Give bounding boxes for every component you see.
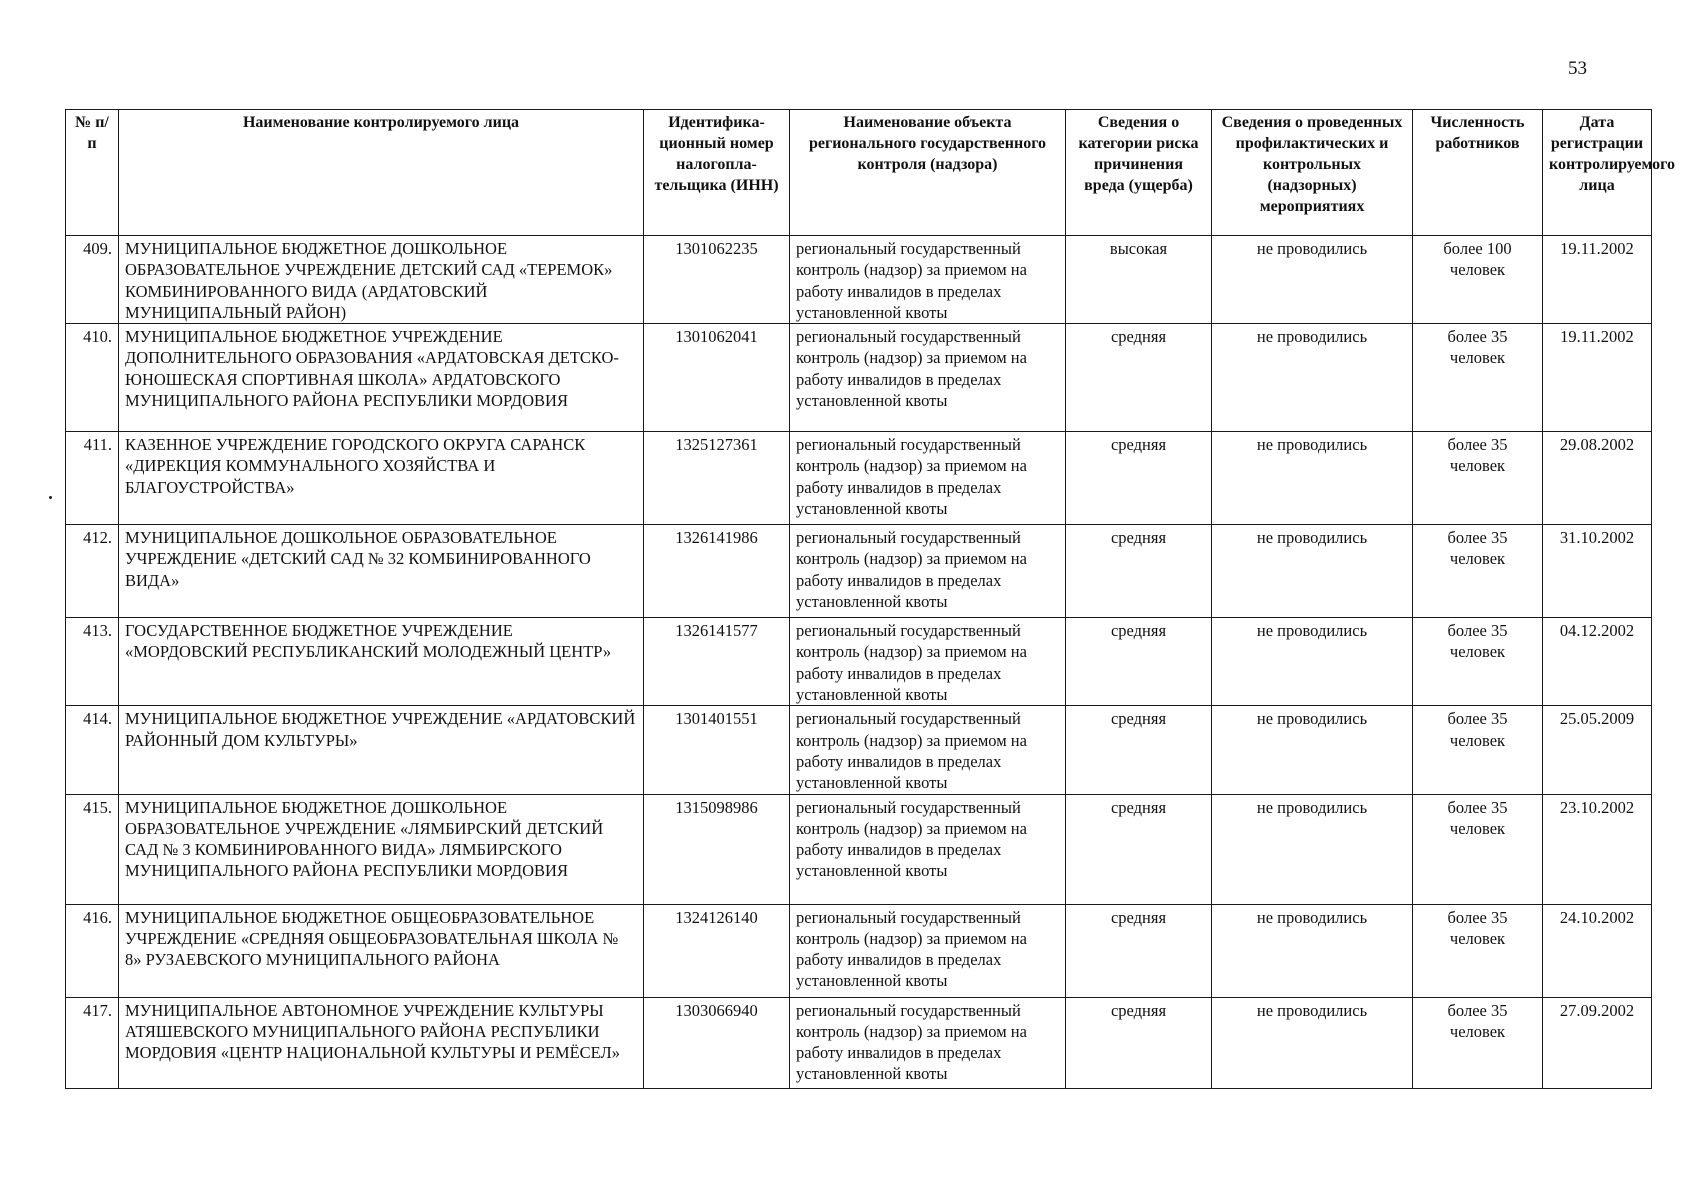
entity-name: МУНИЦИПАЛЬНОЕ БЮДЖЕТНОЕ УЧРЕЖДЕНИЕ «АРДАТОВСКИЙ РАЙОННЫЙ ДОМ КУЛЬТУРЫ» [119,706,644,794]
header-date: Дата регистрации контролируемого лица [1543,110,1652,236]
control-object: региональный государственный контроль (надзор) за приемом на работу инвалидов в пределах установленной квоты [790,432,1066,525]
header-inn: Идентифика-ционный номер налогопла-тельщика (ИНН) [644,110,790,236]
control-object: региональный государственный контроль (надзор) за приемом на работу инвалидов в пределах установленной квоты [790,618,1066,706]
table-row [66,997,1652,1088]
control-object: региональный государственный контроль (надзор) за приемом на работу инвалидов в пределах установленной квоты [790,324,1066,432]
table-row [66,432,1652,525]
entity-name: КАЗЕННОЕ УЧРЕЖДЕНИЕ ГОРОДСКОГО ОКРУГА САРАНСК «ДИРЕКЦИЯ КОММУНАЛЬНОГО ХОЗЯЙСТВА И БЛАГОУСТРОЙСТВА» [119,432,644,525]
control-object: региональный государственный контроль (надзор) за приемом на работу инвалидов в пределах установленной квоты [790,997,1066,1088]
table-row [66,324,1652,432]
control-events: не проводились [1212,706,1413,794]
entity-name: МУНИЦИПАЛЬНОЕ БЮДЖЕТНОЕ ДОШКОЛЬНОЕ ОБРАЗОВАТЕЛЬНОЕ УЧРЕЖДЕНИЕ ДЕТСКИЙ САД «ТЕРЕМОК» КОМБИНИРОВАННОГО ВИДА (АРДАТОВСКИЙ МУНИЦИПАЛЬНЫЙ РАЙОН) [119,236,644,324]
registration-date: 25.05.2009 [1543,706,1652,794]
control-events: не проводились [1212,236,1413,324]
registration-date: 29.08.2002 [1543,432,1652,525]
control-events: не проводились [1212,904,1413,997]
entity-inn: 1315098986 [644,794,790,904]
header-object: Наименование объекта регионального государственного контроля (надзора) [790,110,1066,236]
header-events: Сведения о проведенных профилактических и контрольных (надзорных) мероприятиях [1212,110,1413,236]
risk-category: средняя [1066,706,1212,794]
entity-inn: 1324126140 [644,904,790,997]
header-staff: Численность работников [1413,110,1543,236]
row-number: 411. [66,432,119,525]
staff-count: более 35 человек [1413,525,1543,618]
staff-count: более 35 человек [1413,618,1543,706]
staff-count: более 35 человек [1413,706,1543,794]
entity-inn: 1326141986 [644,525,790,618]
control-object: региональный государственный контроль (надзор) за приемом на работу инвалидов в пределах установленной квоты [790,525,1066,618]
staff-count: более 35 человек [1413,794,1543,904]
table-row [66,706,1652,794]
page-number: 53 [1568,58,1587,79]
staff-count: более 35 человек [1413,324,1543,432]
header-name: Наименование контролируемого лица [119,110,644,236]
table-row [66,525,1652,618]
table-header-row [66,110,1652,236]
table-row [66,794,1652,904]
risk-category: средняя [1066,794,1212,904]
staff-count: более 35 человек [1413,904,1543,997]
registration-date: 19.11.2002 [1543,324,1652,432]
scan-speck [49,496,52,499]
control-events: не проводились [1212,525,1413,618]
controlled-entities-table [65,109,1676,1089]
entity-inn: 1301062235 [644,236,790,324]
staff-count: более 35 человек [1413,997,1543,1088]
risk-category: высокая [1066,236,1212,324]
entity-inn: 1303066940 [644,997,790,1088]
staff-count: более 100 человек [1413,236,1543,324]
entity-name: МУНИЦИПАЛЬНОЕ БЮДЖЕТНОЕ ДОШКОЛЬНОЕ ОБРАЗОВАТЕЛЬНОЕ УЧРЕЖДЕНИЕ «ЛЯМБИРСКИЙ ДЕТСКИЙ САД № 3 КОМБИНИРОВАННОГО ВИДА» ЛЯМБИРСКОГО МУНИЦИПАЛЬНОГО РАЙОНА РЕСПУБЛИКИ МОРДОВИЯ [119,794,644,904]
control-object: региональный государственный контроль (надзор) за приемом на работу инвалидов в пределах установленной квоты [790,236,1066,324]
risk-category: средняя [1066,432,1212,525]
entity-inn: 1301062041 [644,324,790,432]
risk-category: средняя [1066,997,1212,1088]
entity-name: МУНИЦИПАЛЬНОЕ БЮДЖЕТНОЕ ОБЩЕОБРАЗОВАТЕЛЬНОЕ УЧРЕЖДЕНИЕ «СРЕДНЯЯ ОБЩЕОБРАЗОВАТЕЛЬНАЯ ШКОЛА № 8» РУЗАЕВСКОГО МУНИЦИПАЛЬНОГО РАЙОНА [119,904,644,997]
control-object: региональный государственный контроль (надзор) за приемом на работу инвалидов в пределах установленной квоты [790,706,1066,794]
registration-date: 19.11.2002 [1543,236,1652,324]
entity-name: ГОСУДАРСТВЕННОЕ БЮДЖЕТНОЕ УЧРЕЖДЕНИЕ «МОРДОВСКИЙ РЕСПУБЛИКАНСКИЙ МОЛОДЕЖНЫЙ ЦЕНТР» [119,618,644,706]
control-events: не проводились [1212,618,1413,706]
staff-count: более 35 человек [1413,432,1543,525]
table-row [66,618,1652,706]
registration-date: 23.10.2002 [1543,794,1652,904]
risk-category: средняя [1066,618,1212,706]
row-number: 415. [66,794,119,904]
registration-date: 31.10.2002 [1543,525,1652,618]
control-object: региональный государственный контроль (надзор) за приемом на работу инвалидов в пределах установленной квоты [790,794,1066,904]
header-risk: Сведения о категории риска причинения вреда (ущерба) [1066,110,1212,236]
entity-name: МУНИЦИПАЛЬНОЕ АВТОНОМНОЕ УЧРЕЖДЕНИЕ КУЛЬТУРЫ АТЯШЕВСКОГО МУНИЦИПАЛЬНОГО РАЙОНА РЕСПУБЛИКИ МОРДОВИЯ «ЦЕНТР НАЦИОНАЛЬНОЙ КУЛЬТУРЫ И РЕМЁСЕЛ» [119,997,644,1088]
control-events: не проводились [1212,324,1413,432]
entity-inn: 1301401551 [644,706,790,794]
row-number: 413. [66,618,119,706]
row-number: 416. [66,904,119,997]
risk-category: средняя [1066,525,1212,618]
registration-date: 24.10.2002 [1543,904,1652,997]
row-number: 409. [66,236,119,324]
registration-date: 27.09.2002 [1543,997,1652,1088]
row-number: 412. [66,525,119,618]
header-num: № п/п [66,110,119,236]
entity-inn: 1326141577 [644,618,790,706]
entity-name: МУНИЦИПАЛЬНОЕ БЮДЖЕТНОЕ УЧРЕЖДЕНИЕ ДОПОЛНИТЕЛЬНОГО ОБРАЗОВАНИЯ «АРДАТОВСКАЯ ДЕТСКО-ЮНОШЕСКАЯ СПОРТИВНАЯ ШКОЛА» АРДАТОВСКОГО МУНИЦИПАЛЬНОГО РАЙОНА РЕСПУБЛИКИ МОРДОВИЯ [119,324,644,432]
row-number: 417. [66,997,119,1088]
control-events: не проводились [1212,794,1413,904]
entity-name: МУНИЦИПАЛЬНОЕ ДОШКОЛЬНОЕ ОБРАЗОВАТЕЛЬНОЕ УЧРЕЖДЕНИЕ «ДЕТСКИЙ САД № 32 КОМБИНИРОВАННОГО ВИДА» [119,525,644,618]
registration-date: 04.12.2002 [1543,618,1652,706]
table-row [66,904,1652,997]
risk-category: средняя [1066,324,1212,432]
entity-inn: 1325127361 [644,432,790,525]
control-object: региональный государственный контроль (надзор) за приемом на работу инвалидов в пределах установленной квоты [790,904,1066,997]
row-number: 410. [66,324,119,432]
table-row [66,236,1652,324]
risk-category: средняя [1066,904,1212,997]
row-number: 414. [66,706,119,794]
control-events: не проводились [1212,432,1413,525]
control-events: не проводились [1212,997,1413,1088]
